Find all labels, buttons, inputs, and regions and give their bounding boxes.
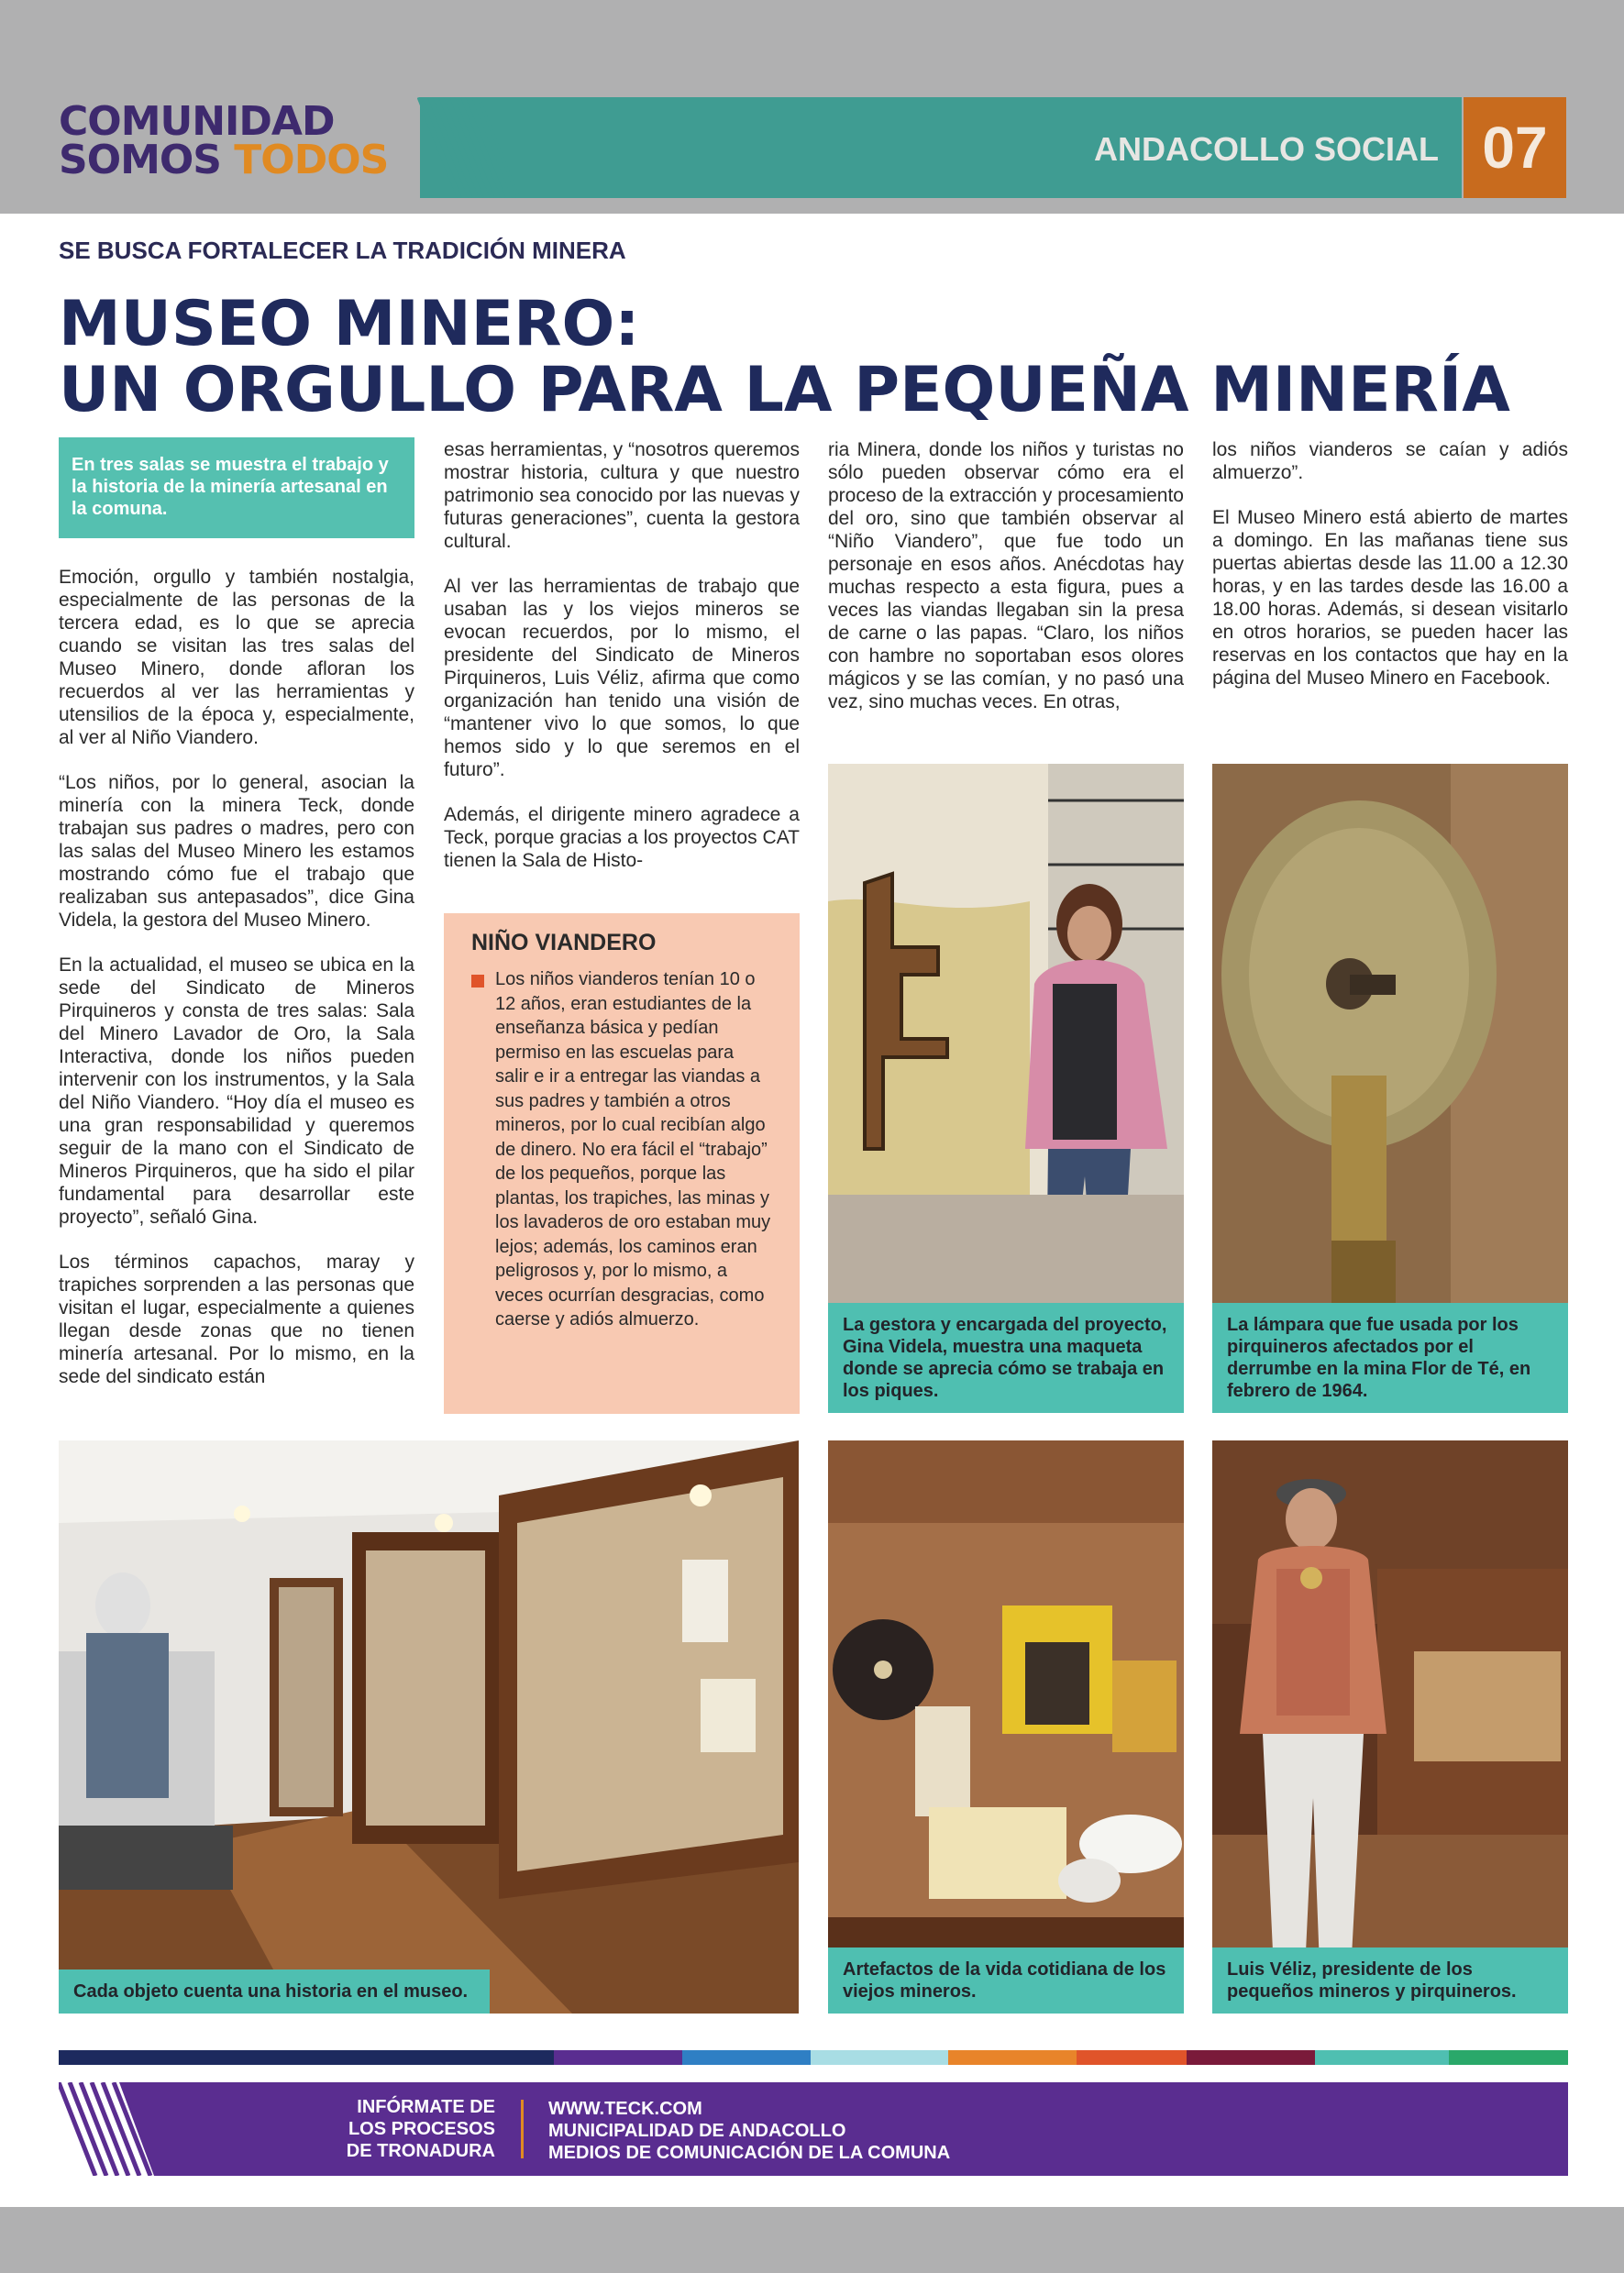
page-number: 07 [1464,97,1566,198]
paragraph: “Los niños, por lo general, asocian la minería con la minera Teck, donde trabajan sus padres o madres, pero con las salas del Museo Minero les estamos mostrando cómo fue el trabajo que realizaban sus antepasados”, dice Gina Videla, la gestora del Museo Minero. [59,772,414,931]
publication-logo [59,98,389,183]
section-name: ANDACOLLO SOCIAL [1094,130,1439,168]
article-title [59,288,1510,426]
footer-separator [521,2100,524,2158]
footer-source-line: MEDIOS DE COMUNICACIÓN DE LA COMUNA [548,2143,951,2163]
logo-somos: SOMOS [59,137,235,183]
text-column-3 [828,438,1184,735]
footer-sources [548,2098,950,2164]
sidebar-box [444,913,800,1414]
logo-line1: COMUNIDAD [59,98,335,145]
text-column-2 [444,438,800,894]
footer-stripes-decoration [59,2082,178,2176]
bullet-square-icon [471,975,484,988]
paragraph: ria Minera, donde los niños y turistas no sólo pueden observar cómo era el proceso de la extracción y procesamiento del oro, sino que también observar al “Niño Viandero”, que fue todo un personaje en esos años. Anécdotas hay muchas respecto a esta figura, pues a veces las viandas llegaban sin la presa de carne o las papas. “Claro, los niños con hambre no soportaban esos olores mágicos y se las comían, y no pasó una vez, sino muchas veces. En otras, [828,439,1184,712]
photo-artifacts [828,1440,1184,2014]
caption-lamp: La lámpara que fue usada por los pirquineros afectados por el derrumbe en la mina Flor de Té, en febrero de 1964. [1212,1303,1568,1413]
photo-museum-interior [59,1440,799,2014]
footer-source-line: MUNICIPALIDAD DE ANDACOLLO [548,2121,846,2141]
footer-tagline-line: INFÓRMATE DE [357,2097,495,2117]
text-column-1 [59,566,414,1410]
footer-tagline-line: DE TRONADURA [346,2141,495,2161]
lead-box: En tres salas se muestra el trabajo y la historia de la minería artesanal en la comuna. [59,437,414,538]
logo-todos: TODOS [234,137,389,183]
sidebar-title: NIÑO VIANDERO [471,930,657,955]
footer-link-teck[interactable]: WWW.TECK.COM [548,2099,702,2119]
caption-artifacts: Artefactos de la vida cotidiana de los viejos mineros. [828,1947,1184,2014]
sidebar-text: Los niños vianderos tenían 10 o 12 años, eran estudiantes de la enseñanza básica y pedían permiso en las escuelas para salir e ir a entregar las viandas a sus padres y también a otros mineros, por lo cual recibían algo de dinero. No era fácil el “trabajo” de los pequeños, porque las plantas, los trapiches, las minas y los lavaderos de oro estaban muy lejos; además, los caminos eran peligrosos y, por lo mismo, a veces ocurrían desgracias, como caerse y adiós almuerzo. [495,969,771,1330]
sidebar-text-wrap [471,967,772,1332]
article-kicker: SE BUSCA FORTALECER LA TRADICIÓN MINERA [59,237,626,264]
photo-lamp [1212,764,1568,1303]
paragraph: esas herramientas, y “nosotros queremos mostrar historia, cultura y que nuestro patrimonio sea conocido por las nuevas y futuras generaciones”, cuenta la gestora cultural. [444,439,800,552]
photo-luis-veliz [1212,1440,1568,2014]
paragraph: Al ver las herramientas de trabajo que usaban las y los viejos mineros se evocan recuerdos, por lo mismo, el presidente del Sindicato de Mineros Pirquineros, Luis Véliz, afirma que como organización han tenido una visión de “mantener vivo lo que somos, lo que hemos sido y lo que seremos en el futuro”. [444,576,800,780]
paragraph: Los términos capachos, maray y trapiches sorprenden a las personas que visitan el lugar, especialmente a quienes llegan desde zonas que no tienen minería artesanal. Por lo mismo, en la sede del sindicato están [59,1252,414,1387]
photo-gina-videla [828,764,1184,1303]
caption-luis: Luis Véliz, presidente de los pequeños mineros y pirquineros. [1212,1947,1568,2014]
paragraph: los niños vianderos se caían y adiós almuerzo”. [1212,439,1568,483]
text-column-4 [1212,438,1568,712]
footer-tagline-line: LOS PROCESOS [348,2119,495,2139]
caption-museum: Cada objeto cuenta una historia en el museo. [59,1970,490,2014]
header-stripes-decoration [417,97,546,198]
paragraph: El Museo Minero está abierto de martes a domingo. En las mañanas tiene sus puertas abiertas desde las 11.00 a 12.30 horas, y en las tardes desde las 16.00 a 18.00 horas. Además, si desean visitarlo en otros horarios, se pueden hacer las reservas en los contactos que hay en la página del Museo Minero en Facebook. [1212,507,1568,689]
paragraph: Además, el dirigente minero agradece a Teck, porque gracias a los proyectos CAT tienen la Sala de Histo- [444,804,800,871]
footer-tagline [303,2096,495,2162]
title-line1: MUSEO MINERO: [59,288,640,360]
caption-gina: La gestora y encargada del proyecto, Gina Videla, muestra una maqueta donde se aprecia cómo se trabaja en los piques. [828,1303,1184,1413]
paragraph: En la actualidad, el museo se ubica en la sede del Sindicato de Mineros Pirquineros y consta de tres salas: Sala del Minero Lavador de Oro, la Sala Interactiva, donde los niños pueden intervenir con los instrumentos, y la Sala del Niño Viandero. “Hoy día el museo es una gran responsabilidad y queremos seguir de la mano con el Sindicato de Mineros Pirquineros, que ha sido el pilar fundamental para desarrollar este proyecto”, señaló Gina. [59,954,414,1228]
paragraph: Emoción, orgullo y también nostalgia, especialmente de las personas de la tercera edad, es lo que se aprecia cuando se visitan las tres salas del Museo Minero, donde afloran los recuerdos al ver las herramientas y utensilios de la época y, especialmente, al ver al Niño Viandero. [59,567,414,748]
color-stripe-divider [59,2050,1568,2065]
logo-line2 [59,137,389,183]
title-line2: UN ORGULLO PARA LA PEQUEÑA MINERÍA [59,354,1510,426]
